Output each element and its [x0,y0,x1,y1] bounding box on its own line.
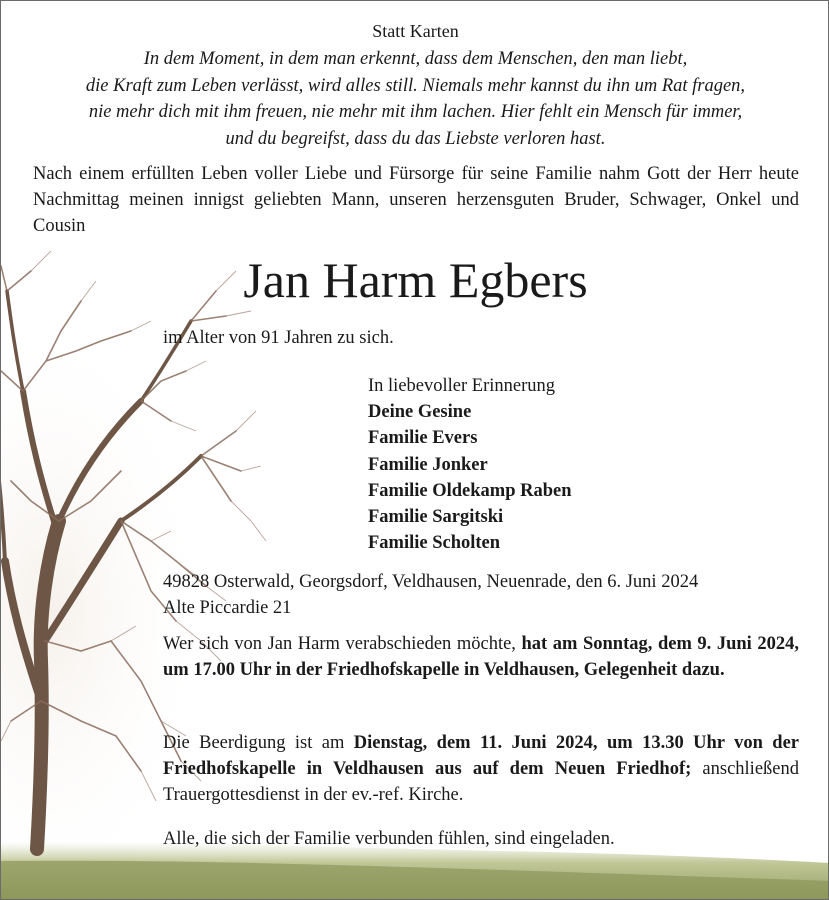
mourners-list [368,373,572,556]
intro-paragraph: Nach einem erfüllten Leben voller Liebe und Fürsorge für seine Familie nahm Gott der Herr heute Nachmittag meinen innigst geliebten Mann, unseren herzensguten Bruder, Schwager, Onkel und Cousin [33,164,799,236]
poem-line: und du begreifst, dass du das Liebste verloren hast. [225,128,606,149]
farewell-paragraph [163,631,799,683]
mourner-name: Familie Jonker [368,454,488,475]
mourner-name: Familie Scholten [368,533,501,554]
memory-heading: In liebevoller Erinnerung [368,376,555,396]
funeral-text: Die Beerdigung ist am [163,733,354,753]
poem-line: In dem Moment, in dem man erkennt, dass dem Menschen, den man liebt, [143,49,688,69]
address-line-2: Alte Piccardie 21 [163,598,292,618]
funeral-date: Dienstag, dem 11. Juni 2024, um 13.30 Uhr von der Friedhofskapelle in Veldhausen aus auf dem Neuen Friedhof; [163,733,799,779]
mourner-name: Familie Sargitski [368,507,504,528]
address-line-1: 49828 Osterwald, Georgsdorf, Veldhausen, Neuenrade, den 6. Juni 2024 [163,572,699,592]
poem [21,46,810,152]
mourner-name: Familie Oldekamp Raben [368,480,572,501]
funeral-paragraph [163,730,799,808]
age-line: im Alter von 91 Jahren zu sich. [163,328,394,348]
poem-line: nie mehr dich mit ihm freuen, nie mehr mit ihm lachen. Hier fehlt ein Mensch für immer, [88,102,743,122]
farewell-date: hat am Sonntag, dem 9. Juni 2024, um 17.00 Uhr in der Friedhofskapelle in Veldhausen, Gelegenheit dazu. [163,634,800,680]
invitation-line: Alle, die sich der Familie verbunden fühlen, sind eingeladen. [163,829,615,849]
header-statt-karten: Statt Karten [372,21,459,41]
deceased-name: Jan Harm Egbers [243,252,588,308]
funeral-service-text: anschließend Trauergottesdienst in der ev.-ref. Kirche. [163,759,799,805]
farewell-text: Wer sich von Jan Harm verabschieden möchte, [163,634,522,654]
mourner-name: Deine Gesine [368,402,472,423]
mourner-name: Familie Evers [368,428,478,449]
poem-line: die Kraft zum Leben verlässt, wird alles still. Niemals mehr kannst du ihn um Rat fragen, [85,75,746,96]
address-block [163,569,799,621]
